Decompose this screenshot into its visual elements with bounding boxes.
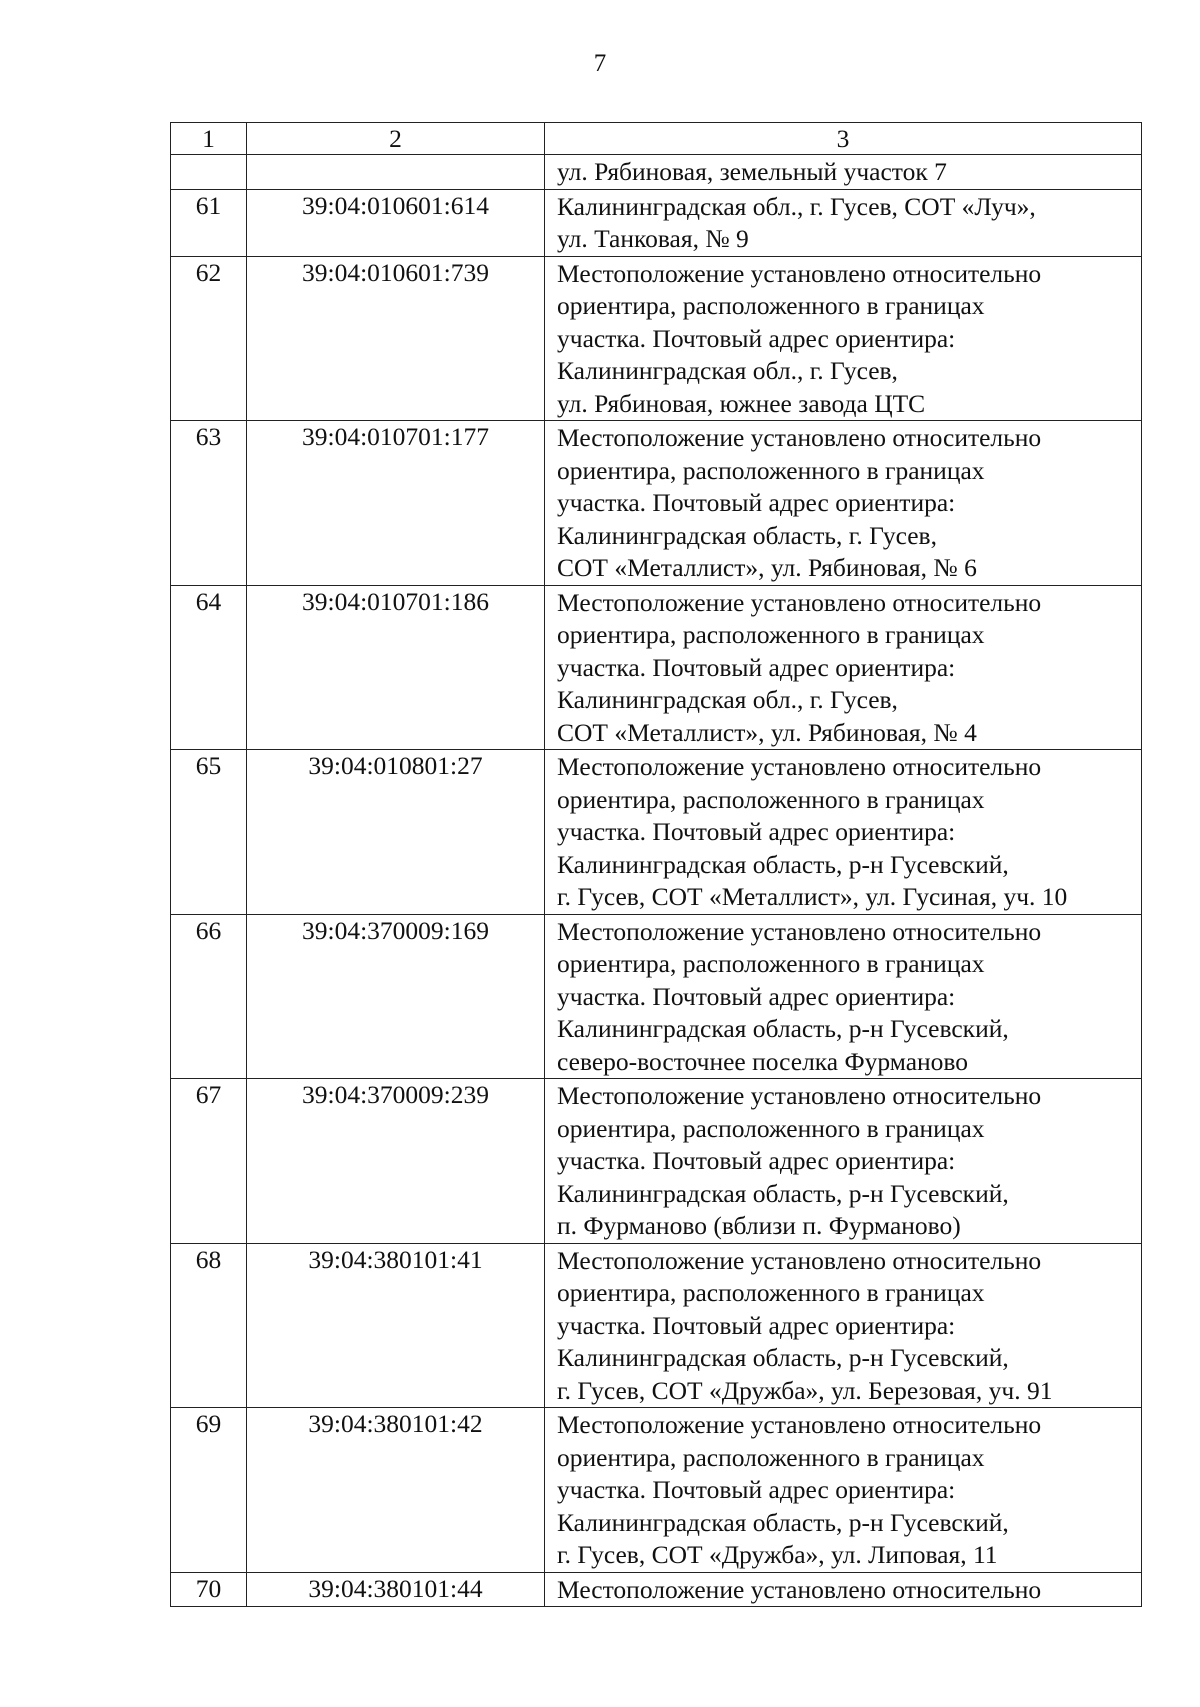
cadastral-number: 39:04:010601:739 <box>247 256 545 421</box>
address-line: Местоположение установлено относительно <box>557 916 1042 946</box>
address-line: участка. Почтовый адрес ориентира: <box>557 981 956 1011</box>
address-cell <box>545 256 1142 421</box>
address-line: Калининградская область, р-н Гусевский, <box>557 1014 1009 1043</box>
row-number: 61 <box>171 189 247 256</box>
address-line: Калининградская область, р-н Гусевский, <box>557 1343 1009 1372</box>
address-line: ориентира, расположенного в границах <box>557 949 985 978</box>
table-row <box>171 914 1142 1079</box>
address-line: ориентира, расположенного в границах <box>557 1278 985 1307</box>
address-line: Местоположение установлено относительно <box>557 1410 1042 1439</box>
address-cell <box>545 585 1142 750</box>
address-line: Местоположение установлено относительно <box>557 1081 1042 1110</box>
address-line: г. Гусев, СОТ «Дружба», ул. Березовая, уч. 91 <box>557 1375 1053 1405</box>
table-header-row <box>171 123 1142 155</box>
address-cell <box>545 421 1142 586</box>
cadastral-number: 39:04:010801:27 <box>247 750 545 915</box>
row-number: 69 <box>171 1408 247 1573</box>
address-line: участка. Почтовый адрес ориентира: <box>557 323 956 353</box>
column-header-2: 2 <box>247 123 545 155</box>
address-line: ул. Рябиновая, земельный участок 7 <box>557 157 947 186</box>
row-number <box>171 155 247 190</box>
address-line: Калининградская обл., г. Гусев, СОТ «Луч», <box>557 191 1036 221</box>
address-line: ориентира, расположенного в границах <box>557 620 985 649</box>
address-line: участка. Почтовый адрес ориентира: <box>557 1475 956 1504</box>
table-row <box>171 155 1142 190</box>
table-row <box>171 585 1142 750</box>
address-line: участка. Почтовый адрес ориентира: <box>557 817 956 846</box>
table-body <box>171 155 1142 1607</box>
row-number: 62 <box>171 256 247 421</box>
address-line: участка. Почтовый адрес ориентира: <box>557 1146 956 1175</box>
cadastral-number <box>247 155 545 190</box>
row-number: 67 <box>171 1079 247 1244</box>
row-number: 70 <box>171 1572 247 1607</box>
address-line: г. Гусев, СОТ «Металлист», ул. Гусиная, уч. 10 <box>557 882 1068 911</box>
column-header-1: 1 <box>171 123 247 155</box>
table-row <box>171 750 1142 915</box>
address-line: Местоположение установлено относительно <box>557 752 1042 781</box>
table-row <box>171 421 1142 586</box>
address-line: ул. Танковая, № 9 <box>557 224 749 253</box>
address-cell <box>545 155 1142 190</box>
cadastral-number: 39:04:380101:41 <box>247 1243 545 1408</box>
address-line: СОТ «Металлист», ул. Рябиновая, № 4 <box>557 717 977 747</box>
column-header-3: 3 <box>545 123 1142 155</box>
address-line: п. Фурманово (вблизи п. Фурманово) <box>557 1211 961 1240</box>
address-line: ориентира, расположенного в границах <box>557 784 985 814</box>
address-cell <box>545 1243 1142 1408</box>
cadastral-number: 39:04:010601:614 <box>247 189 545 256</box>
cadastral-number: 39:04:370009:169 <box>247 914 545 1079</box>
address-line: Калининградская обл., г. Гусев, <box>557 685 898 714</box>
address-cell <box>545 1408 1142 1573</box>
address-line: северо-восточнее поселка Фурманово <box>557 1046 969 1076</box>
address-line: ориентира, расположенного в границах <box>557 291 985 320</box>
table-row <box>171 256 1142 421</box>
address-line: ориентира, расположенного в границах <box>557 1113 985 1143</box>
address-cell <box>545 750 1142 915</box>
row-number: 63 <box>171 421 247 586</box>
address-line: Калининградская область, г. Гусев, <box>557 520 937 550</box>
land-plots-table <box>170 122 1142 1607</box>
address-cell <box>545 914 1142 1079</box>
address-line: Калининградская область, р-н Гусевский, <box>557 1507 1009 1537</box>
address-line: участка. Почтовый адрес ориентира: <box>557 652 956 682</box>
row-number: 65 <box>171 750 247 915</box>
address-cell <box>545 1572 1142 1607</box>
page-number: 7 <box>593 50 607 77</box>
address-line: Калининградская область, р-н Гусевский, <box>557 849 1009 879</box>
cadastral-number: 39:04:380101:42 <box>247 1408 545 1573</box>
address-line: Местоположение установлено относительно <box>557 423 1042 452</box>
address-line: ориентира, расположенного в границах <box>557 1442 985 1472</box>
address-cell <box>545 1079 1142 1244</box>
cadastral-number: 39:04:010701:177 <box>247 421 545 586</box>
address-line: г. Гусев, СОТ «Дружба», ул. Липовая, 11 <box>557 1540 998 1569</box>
row-number: 64 <box>171 585 247 750</box>
table-row <box>171 1079 1142 1244</box>
cadastral-number: 39:04:010701:186 <box>247 585 545 750</box>
address-line: Местоположение установлено относительно <box>557 258 1042 288</box>
address-line: ул. Рябиновая, южнее завода ЦТС <box>557 388 926 418</box>
table-row <box>171 189 1142 256</box>
address-line: ориентира, расположенного в границах <box>557 455 985 485</box>
address-line: СОТ «Металлист», ул. Рябиновая, № 6 <box>557 553 977 582</box>
table-row <box>171 1243 1142 1408</box>
address-line: Калининградская область, р-н Гусевский, <box>557 1178 1009 1208</box>
address-line: участка. Почтовый адрес ориентира: <box>557 1310 956 1340</box>
cadastral-number: 39:04:370009:239 <box>247 1079 545 1244</box>
table-row <box>171 1572 1142 1607</box>
table-row <box>171 1408 1142 1573</box>
address-line: Калининградская обл., г. Гусев, <box>557 356 898 385</box>
address-cell <box>545 189 1142 256</box>
address-line: Местоположение установлено относительно <box>557 1245 1042 1275</box>
address-line: Местоположение установлено относительно <box>557 587 1042 617</box>
address-line: участка. Почтовый адрес ориентира: <box>557 488 956 517</box>
address-line: Местоположение установлено относительно <box>557 1574 1042 1604</box>
cadastral-number: 39:04:380101:44 <box>247 1572 545 1607</box>
row-number: 66 <box>171 914 247 1079</box>
row-number: 68 <box>171 1243 247 1408</box>
